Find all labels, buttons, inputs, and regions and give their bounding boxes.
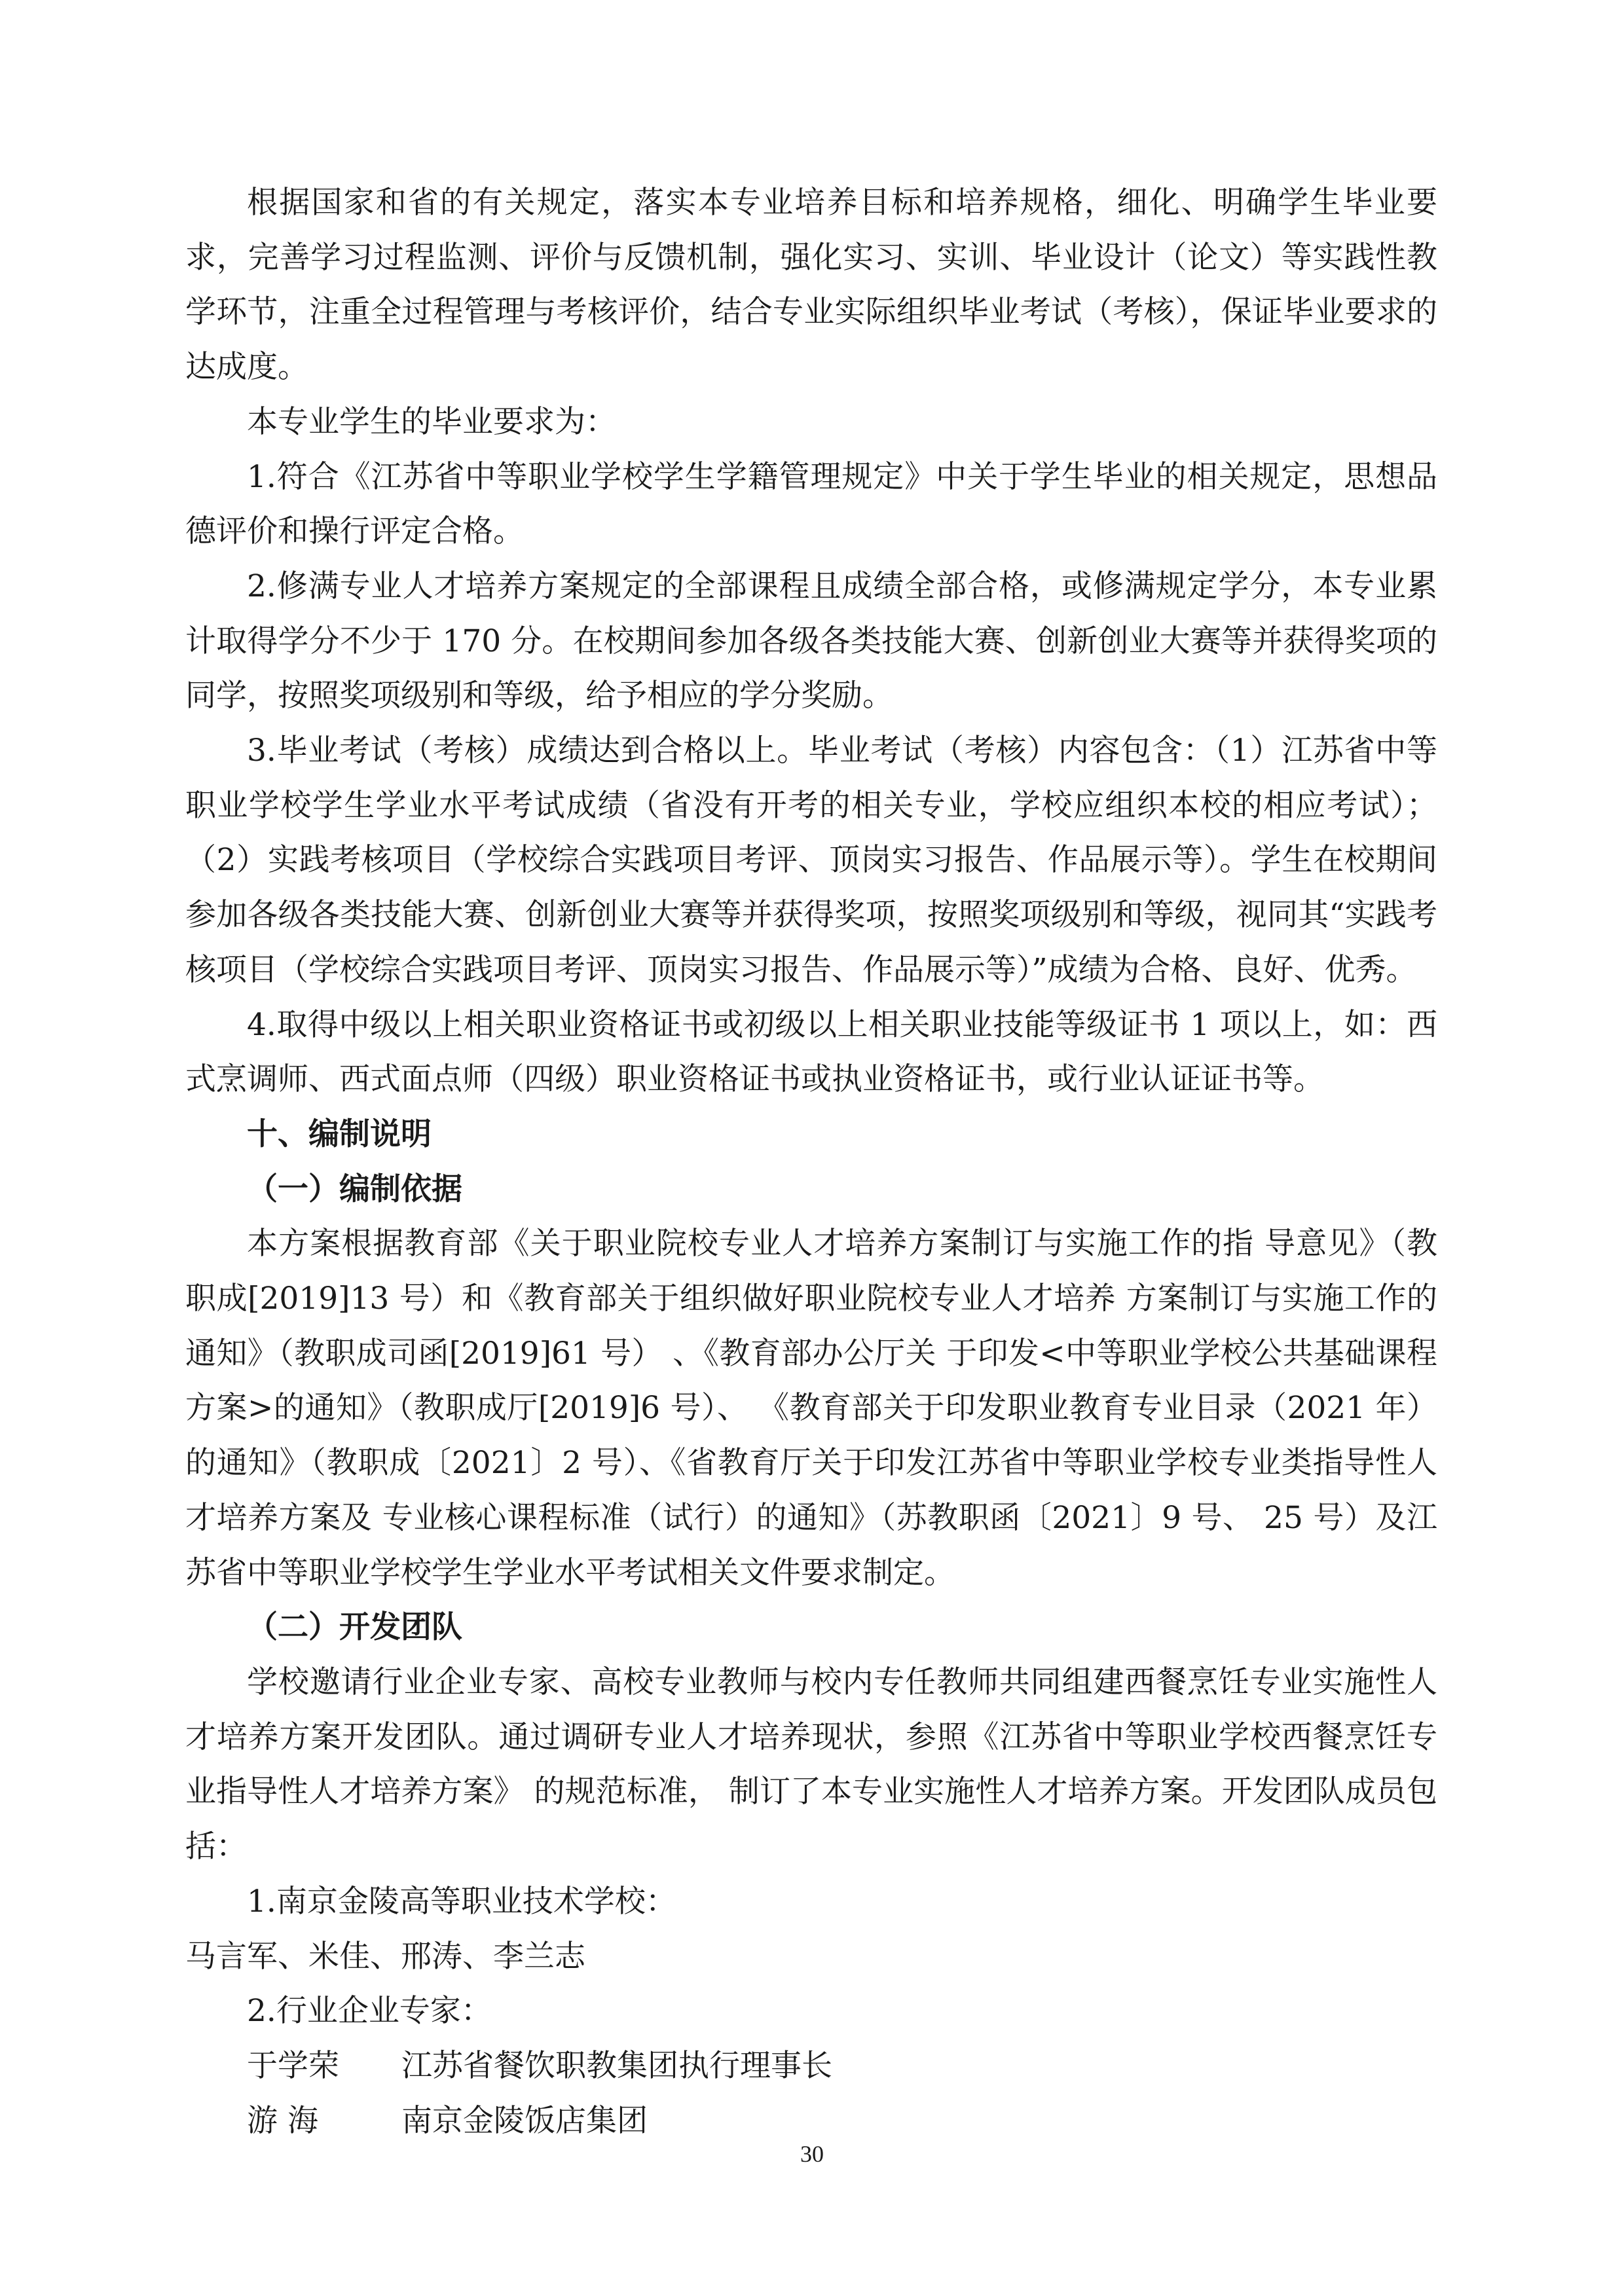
- team-school-label: 1.南京金陵高等职业技术学校：: [247, 1883, 676, 1920]
- expert-name: 于学荣: [247, 2047, 339, 2084]
- subsection-heading-basis: （一）编制依据: [247, 1171, 462, 1207]
- paragraph-requirement-2: 2.修满专业人才培养方案规定的全部课程且成绩全部合格，或修满规定学分，本专业累计取得学分不少于 170 分。在校期间参加各级各类技能大赛、创新创业大赛等并获得奖项的同学，按照奖项级别和等级，给予相应的学分奖励。: [185, 568, 1437, 714]
- paragraph-basis: 本方案根据教育部《关于职业院校专业人才培养方案制订与实施工作的指 导意见》（教职成[2019]13 号）和《教育部关于组织做好职业院校专业人才培养 方案制订与实施工作的通知》（教职成司函[2019]61 号） 、《教育部办公厅关 于印发<中等职业学校公共基础课程方案>的通知》（教职成厅[2019]6 号）、 《教育部关于印发职业教育专业目录（2021 年）的通知》（教职成〔2021〕2 号）、《省教育厅关于印发江苏省中等职业学校专业类指导性人才培养方案及 专业核心课程标准（试行）的通知》（苏教职函〔2021〕9 号、 25 号）及江苏省中等职业学校学生学业水平考试相关文件要求制定。: [185, 1226, 1437, 1591]
- document-body: [185, 175, 1437, 2148]
- expert-row: [185, 2094, 1437, 2149]
- team-school-members: 马言军、米佳、邢涛、李兰志: [185, 1938, 585, 1975]
- section-heading: 十、编制说明: [247, 1116, 432, 1152]
- expert-title: 江苏省餐饮职教集团执行理事长: [401, 2047, 832, 2084]
- paragraph-requirement-1: 1.符合《江苏省中等职业学校学生学籍管理规定》中关于学生毕业的相关规定，思想品德评价和操行评定合格。: [185, 458, 1437, 550]
- team-industry-label: 2.行业企业专家：: [247, 1993, 492, 2030]
- expert-name: 游 海: [247, 2102, 318, 2139]
- subsection-heading-team: （二）开发团队: [247, 1609, 462, 1646]
- page-number: 30: [800, 2141, 824, 2167]
- paragraph-requirements-lead: 本专业学生的毕业要求为：: [247, 403, 616, 440]
- paragraph-requirement-4: 4.取得中级以上相关职业资格证书或初级以上相关职业技能等级证书 1 项以上，如：西式烹调师、西式面点师（四级）职业资格证书或执业资格证书，或行业认证证书等。: [185, 1006, 1437, 1098]
- paragraph-requirement-3: 3.毕业考试（考核）成绩达到合格以上。毕业考试（考核）内容包含：（1）江苏省中等职业学校学生学业水平考试成绩（省没有开考的相关专业，学校应组织本校的相应考试）；（2）实践考核项目（学校综合实践项目考评、顶岗实习报告、作品展示等）。学生在校期间参加各级各类技能大赛、创新创业大赛等并获得奖项，按照奖项级别和等级，视同其“实践考核项目（学校综合实践项目考评、顶岗实习报告、作品展示等）”成绩为合格、良好、优秀。: [185, 733, 1437, 988]
- expert-title: 南京金陵饭店集团: [401, 2102, 648, 2139]
- expert-row: [185, 2039, 1437, 2094]
- paragraph-team: 学校邀请行业企业专家、高校专业教师与校内专任教师共同组建西餐烹饪专业实施性人才培养方案开发团队。通过调研专业人才培养现状，参照《江苏省中等职业学校西餐烹饪专业指导性人才培养方案》 的规范标准， 制订了本专业实施性人才培养方案。开发团队成员包括：: [185, 1664, 1437, 1865]
- paragraph-graduation-intro: 根据国家和省的有关规定，落实本专业培养目标和培养规格，细化、明确学生毕业要求，完善学习过程监测、评价与反馈机制，强化实习、实训、毕业设计（论文）等实践性教学环节，注重全过程管理与考核评价，结合专业实际组织毕业考试（考核），保证毕业要求的达成度。: [185, 185, 1437, 386]
